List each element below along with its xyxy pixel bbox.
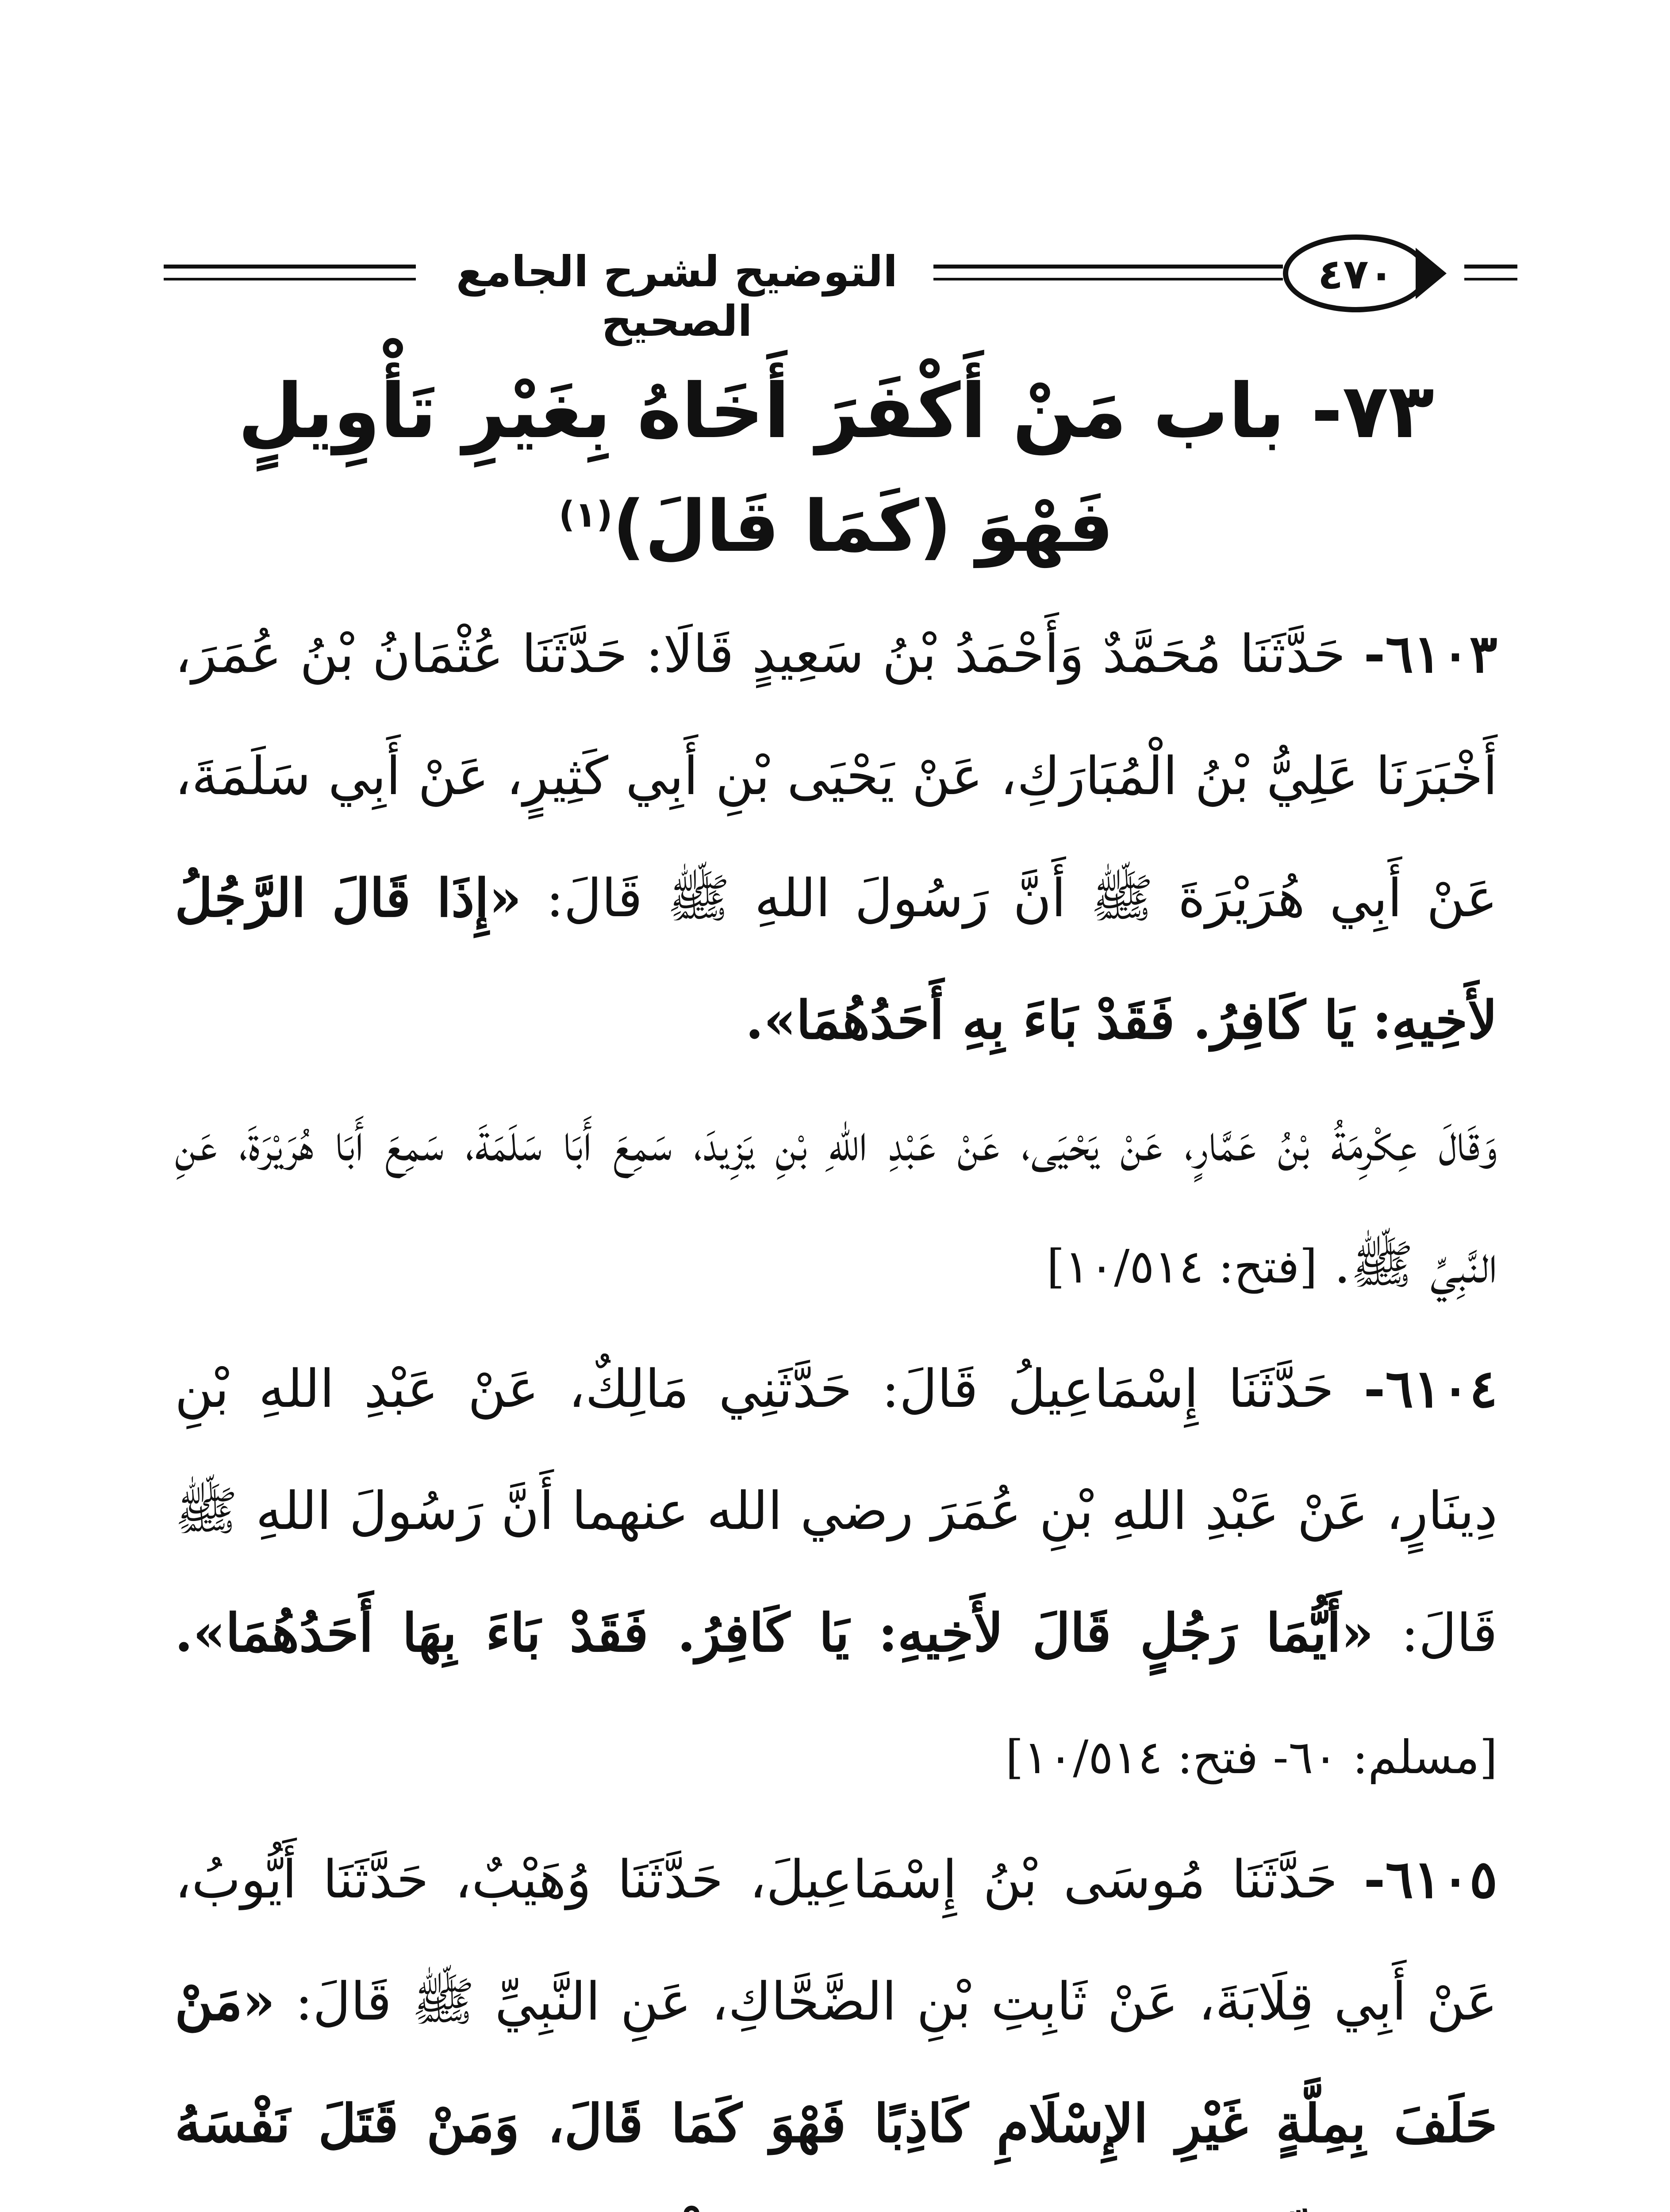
chapter-title: ٧٣- باب مَنْ أَكْفَرَ أَخَاهُ بِغَيْرِ تَأْوِيلٍ [238,368,1434,455]
hadith-reference: [مسلم: ٦٠- فتح: ١٠/٥١٤] [1006,1730,1497,1784]
hadith-matn: «إِذَا قَالَ الرَّجُلُ لأَخِيهِ: يَا كَافِرُ. فَقَدْ بَاءَ بِهِ أَحَدُهُمَا». [175,867,1497,1051]
chapter-subtitle [177,469,1495,584]
hadith-6104 [175,1328,1497,1818]
header-rule-left-bottom [164,278,416,280]
footnote-marker[interactable]: (١) [558,494,613,535]
hadith-reference: [فتح: ١٠/٥١٤] [1046,1240,1317,1294]
page-number-ornament [1283,234,1460,314]
header-rule-left-top [164,265,416,269]
header-rule-right-bottom [1464,278,1517,280]
header-rule-middle-top [933,265,1283,269]
hadith-number: ٦١٠٣- [1363,623,1497,684]
chapter-subtitle-text: فَهْوَ (كَمَا قَالَ) [612,485,1114,568]
hadith-supplement: وَقَالَ عِكْرِمَةُ بْنُ عَمَّارٍ، عَنْ يَحْيَى، عَنْ عَبْدِ اللهِ بْنِ يَزِيدَ، سَمِعَ أَبَا سَلَمَةَ، سَمِعَ أَبَا هُرَيْرَةَ، عَنِ النَّبِيِّ ﷺ. [175,1112,1497,1295]
hadith-6103 [175,593,1497,1328]
hadith-6105 [175,1818,1497,2212]
hadith-isnad: حَدَّثَنَا إِسْمَاعِيلُ قَالَ: حَدَّثَنِي مَالِكٌ، عَنْ عَبْدِ اللهِ بْنِ دِينَارٍ، عَنْ عَبْدِ اللهِ بْنِ عُمَرَ رضي الله عنهما أَنَّ رَسُولَ اللهِ ﷺ قَالَ: [175,1358,1497,1663]
header-rule-right-top [1464,265,1517,269]
body-text [175,593,1497,2212]
hadith-isnad: حَدَّثَنَا مُحَمَّدٌ وَأَحْمَدُ بْنُ سَعِيدٍ قَالَا: حَدَّثَنَا عُثْمَانُ بْنُ عُمَرَ، أَخْبَرَنَا عَلِيُّ بْنُ الْمُبَارَكِ، عَنْ يَحْيَى بْنِ أَبِي كَثِيرٍ، عَنْ أَبِي سَلَمَةَ، عَنْ أَبِي هُرَيْرَةَ ﷺ أَنَّ رَسُولَ اللهِ ﷺ قَالَ: [175,623,1497,929]
running-title: التوضيح لشرح الجامع الصحيح [456,247,898,346]
hadith-number: ٦١٠٥- [1363,1848,1497,1910]
hadith-matn: «أَيُّمَا رَجُلٍ قَالَ لأَخِيهِ: يَا كَافِرُ. فَقَدْ بَاءَ بِهَا أَحَدُهُمَا». [175,1602,1374,1663]
header-rule-middle-bottom [933,278,1283,280]
hadith-matn: «مَنْ حَلَفَ بِمِلَّةٍ غَيْرِ الإِسْلَامِ كَاذِبًا فَهْوَ كَمَا قَالَ، وَمَنْ قَتَلَ نَفْسَهُ [175,1970,1497,2154]
running-header [164,230,1517,346]
chapter-heading [177,354,1495,584]
hadith-isnad: حَدَّثَنَا مُوسَى بْنُ إِسْمَاعِيلَ، حَدَّثَنَا وُهَيْبٌ، حَدَّثَنَا أَيُّوبُ، عَنْ أَبِي قِلَابَةَ، عَنْ ثَابِتِ بْنِ الضَّحَّاكِ، عَنِ النَّبِيِّ ﷺ قَالَ: [175,1849,1497,2032]
page-number: ٤٧٠ [1317,250,1394,299]
hadith-number: ٦١٠٤- [1363,1358,1497,1419]
